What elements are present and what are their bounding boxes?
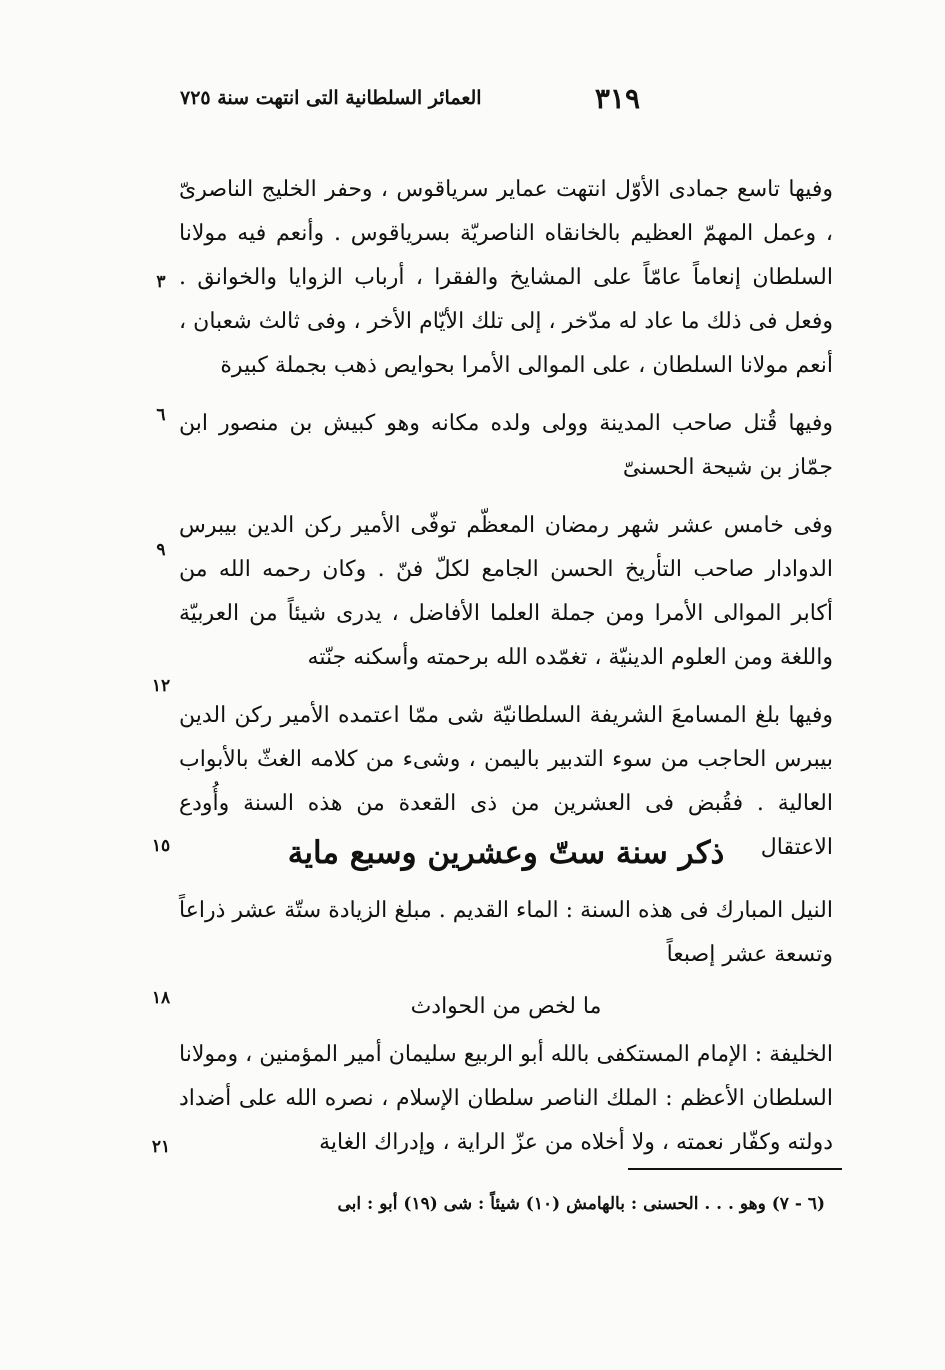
paragraph-medina: وفيها قُتل صاحب المدينة وولى ولده مكانه وهو كبيش بن منصور ابن جمّاز بن شيحة الحسنىّ (179, 411, 833, 480)
running-title: العمائر السلطانية التى انتهت سنة ٧٢٥ (180, 87, 482, 109)
page-number: ٣١٩ (594, 81, 640, 115)
footnote: (٦ - ٧) وهو . . . الحسنى : بالهامش (١٠) شيئاً : شى (١٩) أبو : ابى (337, 1194, 825, 1214)
line-number: ٣ (156, 272, 166, 292)
main-text-block-1 (179, 168, 833, 870)
paragraph-sariyaqus: وفيها تاسع جمادى الأوّل انتهت عماير سرياقوس ، وحفر الخليج الناصرىّ ، وعمل المهمّ العظيم بالخانقاه الناصريّة بسرياقوس . وأنعم فيه مولانا السلطان إنعاماً عامّاً على المشايخ والفقرا ، أرباب الزوايا والخوانق . وفعل فى ذلك ما عاد له مدّخر ، إلى تلك الأيّام الأخر ، وفى ثالث شعبان ، أنعم مولانا السلطان ، على الموالى الأمرا بحوايص ذهب بجملة كبيرة (179, 177, 833, 378)
main-text-block-2 (179, 815, 833, 1165)
line-number: ١٥ (151, 836, 171, 856)
paragraph-baybars-dawadar: وفى خامس عشر شهر رمضان المعظّم توفّى الأمير ركن الدين بيبرس الدوادار صاحب التأريخ الحسن الجامع لكلّ فنّ . وكان رحمه الله من أكابر الموالى الأمرا ومن جملة العلما الأفاضل ، يدرى شيئاً من العربيّة واللغة ومن العلوم الدينيّة ، تغمّده الله برحمته وأسكنه جنّته (179, 513, 833, 670)
paragraph-nile: النيل المبارك فى هذه السنة : الماء القديم . مبلغ الزيادة ستّة عشر ذراعاً وتسعة عشر إصبعاً (179, 898, 833, 967)
section-heading: ذكر سنة ستّ وعشرين وسبع ماية (287, 835, 725, 871)
paragraph-baybars-hajib: وفيها بلغ المسامعَ الشريفة السلطانيّة شى ممّا اعتمده الأمير ركن الدين بيبرس الحاجب من سوء التدبير باليمن ، وشىء من كلامه الغثّ بالأبواب العالية . فقُبض فى العشرين من ذى القعدة من هذه السنة وأُودع الاعتقال (179, 703, 833, 860)
line-number: ٦ (156, 405, 166, 425)
paragraph-caliph: الخليفة : الإمام المستكفى بالله أبو الربيع سليمان أمير المؤمنين ، ومولانا السلطان الأعظم : الملك الناصر سلطان الإسلام ، نصره الله على أضداد دولته وكفّار نعمته ، ولا أخلاه من عزّ الراية ، وإدراك الغاية (179, 1042, 833, 1155)
line-number: ٢١ (151, 1137, 171, 1157)
footnote-rule (628, 1168, 842, 1170)
sub-heading: ما لخص من الحوادث (410, 994, 602, 1019)
page-header (180, 78, 640, 118)
line-number: ١٨ (151, 988, 171, 1008)
line-number: ١٢ (151, 676, 171, 696)
line-number: ٩ (156, 540, 166, 560)
